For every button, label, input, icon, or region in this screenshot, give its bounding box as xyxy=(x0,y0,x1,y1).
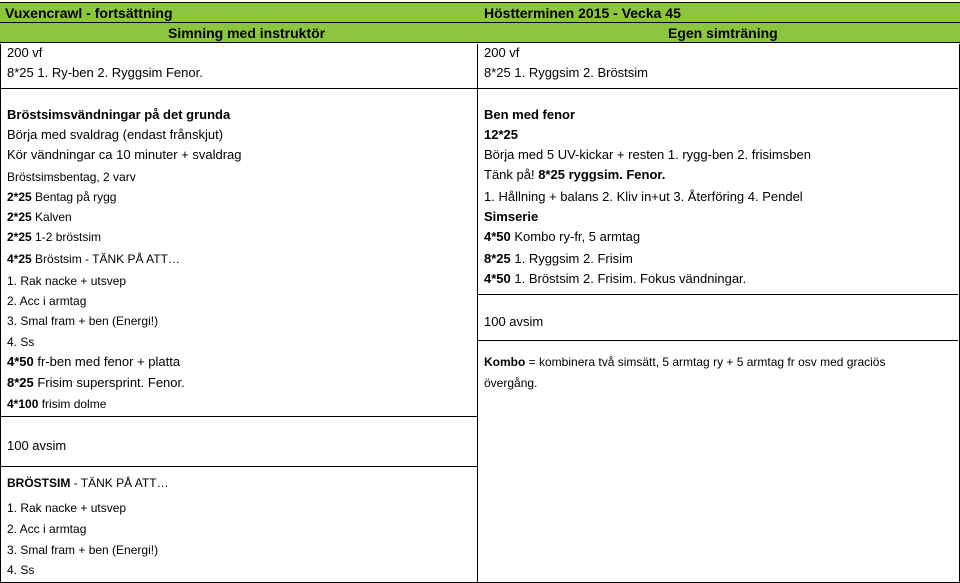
left-line: 2. Acc i armtag xyxy=(7,294,87,308)
left-warmup-1: 200 vf xyxy=(7,45,43,60)
divider xyxy=(1,88,477,89)
left-line: 4*100 frisim dolme xyxy=(7,397,107,411)
left-line: 2*25 Bentag på rygg xyxy=(7,190,117,204)
left-line: 2*25 1-2 bröstsim xyxy=(7,230,102,244)
header-subtitle-bar xyxy=(0,23,960,43)
left-line: 4. Ss xyxy=(7,335,35,349)
left-line: Börja med svaldrag (endast frånskjut) xyxy=(7,127,224,142)
series-item: 8*25 1. Ryggsim 2. Frisim xyxy=(484,251,633,266)
left-column-heading: Simning med instruktör xyxy=(168,25,326,41)
left-cooldown: 100 avsim xyxy=(7,438,67,453)
divider xyxy=(478,88,958,89)
focus-title: BRÖSTSIM - TÄNK PÅ ATT… xyxy=(7,476,169,490)
legs-set: 12*25 xyxy=(484,127,518,142)
right-warmup-1: 200 vf xyxy=(484,45,520,60)
kombo-note: Kombo = kombinera två simsätt, 5 armtag ry + 5 armtag fr osv med graciös xyxy=(484,355,886,369)
divider xyxy=(478,294,958,295)
left-line: 4*50 fr-ben med fenor + platta xyxy=(7,354,181,369)
left-line: 2*25 Kalven xyxy=(7,210,72,224)
left-line: Bröstsimsbentag, 2 varv xyxy=(7,170,136,184)
series-item: 4*50 Kombo ry-fr, 5 armtag xyxy=(484,229,641,244)
divider xyxy=(1,416,477,417)
left-line: Kör vändningar ca 10 minuter + svaldrag xyxy=(7,147,242,162)
left-line: 3. Smal fram + ben (Energi!) xyxy=(7,314,159,328)
right-column-heading: Egen simträning xyxy=(668,25,778,41)
legs-desc: Börja med 5 UV-kickar + resten 1. rygg-ben 2. frisimsben xyxy=(484,147,811,162)
header-title-bar xyxy=(0,2,960,23)
instructor-column xyxy=(0,44,478,583)
legs-title: Ben med fenor xyxy=(484,107,576,122)
phases-line: 1. Hållning + balans 2. Kliv in+ut 3. Återföring 4. Pendel xyxy=(484,189,803,204)
page-title: Vuxencrawl - fortsättning xyxy=(5,5,173,21)
left-line: 4*25 Bröstsim - TÄNK PÅ ATT… xyxy=(7,252,180,266)
left-line: Bröstsimsvändningar på det grunda xyxy=(7,107,231,122)
right-cooldown: 100 avsim xyxy=(484,314,544,329)
self-training-column xyxy=(478,44,960,583)
left-warmup-2: 8*25 1. Ry-ben 2. Ryggsim Fenor. xyxy=(7,65,203,80)
divider xyxy=(478,340,958,341)
right-warmup-2: 8*25 1. Ryggsim 2. Bröstsim xyxy=(484,65,649,80)
focus-item: 1. Rak nacke + utsvep xyxy=(7,501,127,515)
series-title: Simserie xyxy=(484,209,539,224)
left-line: 8*25 Frisim supersprint. Fenor. xyxy=(7,375,185,390)
divider xyxy=(1,466,477,467)
think-line: Tänk på! 8*25 ryggsim. Fenor. xyxy=(484,167,666,182)
kombo-note-cont: övergång. xyxy=(484,376,538,390)
term-label: Höstterminen 2015 - Vecka 45 xyxy=(484,5,681,21)
focus-item: 4. Ss xyxy=(7,563,35,577)
focus-item: 2. Acc i armtag xyxy=(7,522,87,536)
left-line: 1. Rak nacke + utsvep xyxy=(7,274,127,288)
focus-item: 3. Smal fram + ben (Energi!) xyxy=(7,543,159,557)
series-item: 4*50 1. Bröstsim 2. Frisim. Fokus vändningar. xyxy=(484,271,747,286)
